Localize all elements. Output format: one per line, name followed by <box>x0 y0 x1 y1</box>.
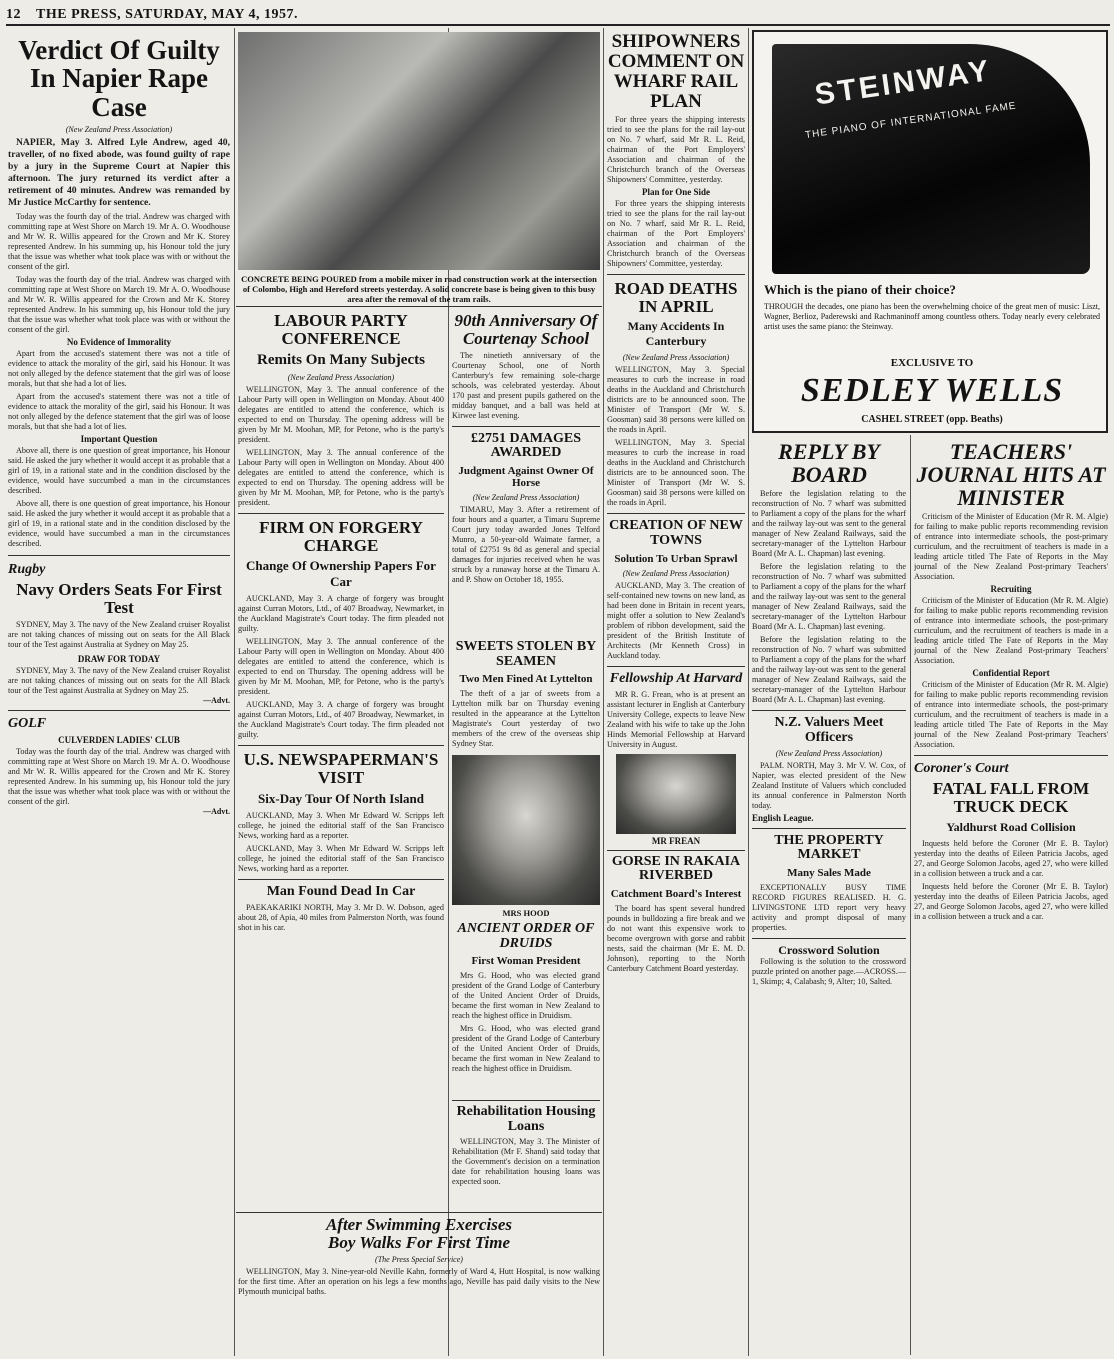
headline-road-deaths: ROAD DEATHS IN APRIL <box>614 278 738 316</box>
article-body: Mrs G. Hood, who was elected grand president of the Grand Lodge of Canterbury of the United Ancient Order of Druids, became the first woman in New Zealand to reach the highest office in Druidism. <box>452 971 600 1021</box>
article-body: Today was the fourth day of the trial. Andrew was charged with committing rape at West Shore on March 19. Mr A. O. Woodhouse and Mr W. R. Willis appeared for the Crown and Mr K. Storey represented Andrew. In his summing up, his Honour told the jury that the issue was whether what took place was with or without the consent of the girl. <box>8 746 230 806</box>
headline-crossword: Crossword Solution <box>778 942 880 957</box>
deck-labour: Remits On Many Subjects <box>257 351 425 368</box>
deck-damages: Judgment Against Owner Of Horse <box>458 465 594 490</box>
section-divider <box>607 850 745 851</box>
subhead: Confidential Report <box>972 668 1050 679</box>
article-body-continued: Criticism of the Minister of Education (Mr R. M. Algie) for failing to make public reports recommending revision of entrance into intermediate schools, the post-primary curriculum, and the recruitment of teachers is made in a leading article titled The Fate of Reports in the May journal of the New Zealand Post-primary Teachers' Association. <box>914 680 1108 750</box>
photo-mr-frean <box>616 754 736 834</box>
section-divider <box>914 755 1108 756</box>
deck-forgery: Change Of Ownership Papers For Car <box>246 558 436 590</box>
column-rule <box>910 435 911 1355</box>
headline-new-towns: CREATION OF NEW TOWNS <box>609 518 743 549</box>
article-body-continued: Before the legislation relating to the reconstruction of No. 7 wharf was submitted to Parliament a copy of the plans for the wharf and the railway lay-out was sent to the general manager of New Zealand Railways, said the secretary-manager of the Lyttelton Harbour Board (Mr A. L. Chapman) last evening. <box>752 562 906 632</box>
column-2 <box>238 312 444 1356</box>
article-body: Today was the fourth day of the trial. Andrew was charged with committing rape at West Shore on March 19. Mr A. O. Woodhouse and Mr W. R. Willis appeared for the Crown and Mr K. Storey represented Andrew. In his summing up, his Honour told the jury that the issue was whether what took place was with or without the consent of the girl. <box>8 211 230 271</box>
byline-credit: (The Press Special Service) <box>375 1254 463 1264</box>
headline-gorse: GORSE IN RAKAIA RIVERBED <box>611 853 741 884</box>
section-divider <box>238 879 444 880</box>
column-5b <box>914 440 1108 1355</box>
article-body: WELLINGTON, May 3. The annual conference of the Labour Party will open in Wellington on Monday. About 400 delegates are entitled to attend the conference, which is expected to end on Thursday. The opening address will be given by Mr M. Moohan, MP, for Petone, who is the party's president. <box>238 384 444 444</box>
swimming-article <box>238 1216 600 1356</box>
article-body: Before the legislation relating to the reconstruction of No. 7 wharf was submitted to Parliament a copy of the plans for the wharf and the railway lay-out was sent to the general manager of New Zealand Railways, said the secretary-manager of the Lyttelton Harbour Board (Mr A. L. Chapman) last evening. <box>752 489 906 559</box>
section-divider <box>752 828 906 829</box>
deck-sweets: Two Men Fined At Lyttelton <box>459 673 593 686</box>
section-divider <box>607 666 745 667</box>
deck-gorse: Catchment Board's Interest <box>610 887 742 900</box>
article-body: The ninetieth anniversary of the Courtenay School, one of North Canterbury's few remaining sole-charge schools, was celebrated yesterday. About 170 past and present pupils gathered on the midday banquet, and a ball was held at Kirwee last evening. <box>452 350 600 420</box>
article-body-continued: Criticism of the Minister of Education (Mr R. M. Algie) for failing to make public reports recommending revision of entrance into intermediate schools, the post-primary curriculum, and the recruitment of teachers is made in a leading article titled The Fate of Reports in the May journal of the New Zealand Post-primary Teachers' Association. <box>914 596 1108 666</box>
article-body-continued: WELLINGTON, May 3. Special measures to curb the increase in road deaths in the Auckland and Christchurch districts are to be announced soon. The Minister of Transport (Mr W. S. Goosman) said 38 persons were killed on the roads in April. <box>607 438 745 508</box>
section-divider <box>452 426 600 427</box>
deck-truck: Yaldhurst Road Collision <box>946 819 1076 834</box>
article-body-continued: Inquests held before the Coroner (Mr E. B. Taylor) yesterday into the deaths of Eileen Patricia Jacobs, aged 27, and George Solomon Jacobs, aged 27, who were killed in a collision between a truck and a car. <box>914 881 1108 921</box>
section-divider <box>607 274 745 275</box>
section-golf: GOLF <box>8 715 47 731</box>
article-body: SYDNEY, May 3. The navy of the New Zealand cruiser Royalist are not taking chances of missing out on seats for the All Black tour of the Test against Australia at Sydney on May 25. <box>8 665 230 695</box>
deck-swimming: Boy Walks For First Time <box>328 1232 510 1252</box>
advt-marker: —Advt. <box>203 806 230 816</box>
byline-credit: (New Zealand Press Association) <box>622 353 730 363</box>
section-divider <box>752 938 906 939</box>
section-divider <box>238 513 444 514</box>
steinway-advertisement <box>752 30 1108 433</box>
headline-sweets: SWEETS STOLEN BY SEAMEN <box>455 640 597 669</box>
lead-paragraph: NAPIER, May 3. Alfred Lyle Andrew, aged 40, traveller, of no fixed abode, was found guilty of rape by a jury in the Supreme Court at Napier this afternoon. The jury returned its verdict after a retirement of 40 minutes. Andrew was remanded by Mr Justice McCarthy for sentence. <box>8 137 230 208</box>
steinway-brand: STEINWAY <box>812 54 994 112</box>
column-4 <box>607 28 745 1356</box>
section-divider <box>607 513 745 514</box>
article-body: Above all, there is one question of great importance, his Honour said. He asked the jury whether it would accept it as probable that a girl of 19, in a rational state and in the condition disclosed by the evidence, would have succumbed a man in the circumstances described. <box>8 445 230 495</box>
article-body-continued: WELLINGTON, May 3. The annual conference of the Labour Party will open in Wellington on Monday. About 400 delegates are entitled to attend the conference, which is expected to end on Thursday. The opening address will be given by Mr M. Moohan, MP, for Petone, who is the party's president. <box>238 447 444 507</box>
article-body: Inquests held before the Coroner (Mr E. B. Taylor) yesterday into the deaths of Eileen Patricia Jacobs, aged 27, and George Solomon Jacobs, aged 27, who were killed in a collision between a truck and a car. <box>914 838 1108 878</box>
article-body: Following is the solution to the crossword puzzle printed on another page.—ACROSS.—1, Skimp; 4, Calabash; 9, Alter; 10, Salted. <box>752 956 906 986</box>
article-body-continued: Today was the fourth day of the trial. Andrew was charged with committing rape at West Shore on March 19. Mr A. O. Woodhouse and Mr W. R. Willis appeared for the Crown and Mr K. Storey represented Andrew. In his summing up, his Honour told the jury that the issue was whether what took place was with or without the consent of the girl. <box>8 274 230 334</box>
headline-rehab: Rehabilitation Housing Loans <box>456 1104 596 1134</box>
deck-druids: First Woman President <box>471 955 581 968</box>
headline-property: THE PROPERTY MARKET <box>774 832 884 863</box>
subhead: CULVERDEN LADIES' CLUB <box>58 734 180 745</box>
masthead-title: THE PRESS, SATURDAY, MAY 4, 1957. <box>36 7 298 22</box>
article-body-continued: Mrs G. Hood, who was elected grand president of the Grand Lodge of Canterbury of the United Ancient Order of Druids, became the first woman in New Zealand to reach the highest office in Druidism. <box>452 1024 600 1074</box>
headline-us-newspaperman: U.S. NEWSPAPERMAN'S VISIT <box>243 750 439 788</box>
deck-property: Many Sales Made <box>787 866 871 879</box>
article-body-continued: Before the legislation relating to the reconstruction of No. 7 wharf was submitted to Parliament a copy of the plans for the wharf and the railway lay-out was sent to the general manager of New Zealand Railways, said the secretary-manager of the Lyttelton Harbour Board (Mr A. L. Chapman) last evening. <box>752 635 906 705</box>
headline-labour: LABOUR PARTY CONFERENCE <box>274 312 408 348</box>
column-rule <box>748 28 749 1356</box>
subhead: No Evidence of Immorality <box>66 336 172 347</box>
deck-us-newspaperman: Six-Day Tour Of North Island <box>258 791 424 807</box>
byline-credit: (New Zealand Press Association) <box>65 125 173 135</box>
headline-druids: ANCIENT ORDER OF DRUIDS <box>457 922 595 951</box>
article-body: PALM. NORTH, May 3. Mr V. W. Cox, of Napier, was elected president of the New Zealand Institute of Valuers which concluded its annual conference in Palmerston North today. <box>752 760 906 810</box>
section-divider <box>8 710 230 711</box>
article-body-continued: AUCKLAND, May 3. When Mr Edward W. Scripps left college, he joined the editorial staff of the San Francisco News, working hard as a reporter. <box>238 844 444 874</box>
deck-new-towns: Solution To Urban Sprawl <box>614 552 738 565</box>
column-rule <box>603 28 604 1356</box>
headline-man-found-dead: Man Found Dead In Car <box>266 884 416 900</box>
subhead: Important Question <box>80 433 158 444</box>
article-body: MR R. G. Frean, who is at present an assistant lecturer in English at Canterbury University College, expects to leave New Zealand with his wife to take up the John Hinds Memorial Fellowship at Harvard University in August. <box>607 689 745 749</box>
article-body-continued: WELLINGTON, May 3. The annual conference of the Labour Party will open in Wellington on Monday. About 400 delegates are entitled to attend the conference, which is expected to end on Thursday. The opening address will be given by Mr M. Moohan, MP, for Petone, who is the party's president. <box>238 637 444 697</box>
article-body: WELLINGTON, May 3. Special measures to curb the increase in road deaths in the Auckland and Christchurch districts are to be announced soon. The Minister of Transport (Mr W. S. Goosman) said 38 persons were killed on the roads in April. <box>607 365 745 435</box>
headline-forgery: FIRM ON FORGERY CHARGE <box>259 517 423 555</box>
byline-credit: (New Zealand Press Association) <box>622 568 730 578</box>
rehab-article <box>452 1100 600 1210</box>
headline-teachers: TEACHERS' JOURNAL HITS AT MINISTER <box>916 440 1106 511</box>
steinway-slogan: THE PIANO OF INTERNATIONAL FAME <box>804 100 1018 142</box>
dealer-name: SEDLEY WELLS <box>800 372 1064 409</box>
headline-napier: Verdict Of Guilty In Napier Rape Case <box>18 35 220 122</box>
article-body-continued: AUCKLAND, May 3. A charge of forgery was brought against Curran Motors, Ltd., of 407 Broadway, Newmarket, in the Auckland Magistrate's Court today. The firm pleaded not guilty. <box>238 700 444 740</box>
headline-fellowship: Fellowship At Harvard <box>609 670 743 686</box>
subhead: DRAW FOR TODAY <box>77 653 161 664</box>
article-body: Criticism of the Minister of Education (Mr R. M. Algie) for failing to make public reports recommending revision of entrance into intermediate schools, the post-primary curriculum, and the recruitment of teachers is made in a leading article titled The Fate of Reports in the May journal of the New Zealand Post-primary Teachers' Association. <box>914 512 1108 582</box>
headline-truck: FATAL FALL FROM TRUCK DECK <box>932 779 1090 817</box>
article-body: PAEKAKARIKI NORTH, May 3. Mr D. W. Dobson, aged about 28, of Apia, 40 miles from Palmerston North, was found shot in his car. <box>238 902 444 932</box>
article-body-continued: Apart from the accused's statement there was not a title of evidence to attack the morality of the girl, said his Honour. It was not only alleged by the defence statement that the girl was of loose morals, but that she had a lot of lies. <box>8 391 230 431</box>
article-body: EXCEPTIONALLY BUSY TIME RECORD FIGURES REALISED. H. G. LIVINGSTONE LTD report very heavy activity and prompt disposal of many properties. <box>752 882 906 932</box>
byline-credit: (New Zealand Press Association) <box>472 493 580 503</box>
headline-swimming: After Swimming Exercises <box>325 1216 513 1234</box>
section-divider <box>452 1100 600 1101</box>
photo-concrete-pouring <box>238 32 600 270</box>
page-number: 12 <box>6 7 21 22</box>
article-body: AUCKLAND, May 3. The creation of self-contained new towns on new land, as had been done in Britain in recent years, might offer a solution to New Zealand's problem of ribbon development, said the president of the British Institute of Architects (Mr Kenneth Cross) in Auckland today. <box>607 580 745 660</box>
subhead: Recruiting <box>990 584 1032 595</box>
column-1 <box>8 28 230 1356</box>
photo-caption: CONCRETE BEING POURED from a mobile mixer in road construction work at the intersection of Colombo, High and Hereford streets yesterday. A solid concrete base is being given to this busy area after the removal of the tram rails. <box>241 274 597 305</box>
article-body: SYDNEY, May 3. The navy of the New Zealand cruiser Royalist are not taking chances of missing out on seats for the All Black tour of the Test against Australia at Sydney on May 25. <box>8 619 230 649</box>
photo-caption: MRS HOOD <box>502 908 550 918</box>
article-body: Apart from the accused's statement there was not a title of evidence to attack the morality of the girl, said his Honour. It was not only alleged by the defence statement that the girl was of loose morals, but that she had a lot of lies. <box>8 348 230 388</box>
article-body: The theft of a jar of sweets from a Lyttelton milk bar on Thursday evening resulted in the appearance at the Lyttelton Magistrate's Court yesterday of two members of the crew of the overseas ship Sydney Star. <box>452 689 600 749</box>
article-body-continued: For three years the shipping interests tried to see the plans for the rail lay-out on No. 7 wharf, said Mr R. L. Reid, chairman of the Port Employers' Association and chairman of the Christchurch branch of the Overseas Shipowners' Committee, yesterday. <box>607 198 745 268</box>
article-body: WELLINGTON, May 3. Nine-year-old Neville Kahn, formerly of Ward 4, Hutt Hospital, is now walking for the first time. After an operation on his legs a few months ago, Neville has paid daily visits to the New Plymouth municipal baths. <box>238 1266 600 1296</box>
photo-caption: MR FREAN <box>651 835 701 846</box>
headline-courtenay: 90th Anniversary Of Courtenay School <box>454 312 598 348</box>
article-body: WELLINGTON, May 3. The Minister of Rehabilitation (Mr F. Shand) said today that the Government's decision on a termination date for rehabilitation housing loans was expected soon. <box>452 1137 600 1187</box>
headline-valuers: N.Z. Valuers Meet Officers <box>774 715 884 745</box>
piano-body: THROUGH the decades, one piano has been the overwhelming choice of the great men of music: Liszt, Wagner, Berlioz, Paderewski and Rachmaninoff among countless others. Today nearly every celebrated artist uses the same piano: the Steinway. <box>764 302 1100 331</box>
dealer-address: CASHEL STREET (opp. Beaths) <box>861 414 1003 425</box>
section-divider <box>236 306 602 307</box>
masthead <box>6 4 1110 26</box>
section-divider <box>8 555 230 556</box>
headline-navy: Navy Orders Seats For First Test <box>16 579 222 617</box>
sweets-article <box>452 640 600 750</box>
druids-article <box>452 922 600 1100</box>
section-divider <box>236 1212 602 1213</box>
exclusive-label: EXCLUSIVE TO <box>890 357 974 369</box>
headline-shipowners: SHIPOWNERS COMMENT ON WHARF RAIL PLAN <box>607 31 745 112</box>
subhead: Plan for One Side <box>641 186 711 197</box>
column-rule <box>234 28 235 1356</box>
article-body: The board has spent several hundred pounds in bulldozing a fire break and we do not want this expensive work to become overgrown with gorse and rabbit nests, said the chairman (Mr E. M. D. Johnson), reporting to the North Canterbury Catchment Board yesterday. <box>607 903 745 973</box>
photo-mrs-hood <box>452 755 600 905</box>
subhead: English League. <box>752 812 814 823</box>
byline-credit: (New Zealand Press Association) <box>775 748 883 758</box>
advt-marker: —Advt. <box>203 695 230 705</box>
article-body: AUCKLAND, May 3. When Mr Edward W. Scripps left college, he joined the editorial staff of the San Francisco News, working hard as a reporter. <box>238 811 444 841</box>
deck-road-deaths: Many Accidents In Canterbury <box>627 319 725 349</box>
column-5a <box>752 440 906 1355</box>
article-body: TIMARU, May 3. After a retirement of four hours and a quarter, a Timaru Supreme Court jury today awarded Jones Telford Munro, a 50-year-old Waimate farmer, a total of £2751 9s 8d as general and special damages for injuries received when he was struck by a runaway horse at the Timaru A. and P. Show on October 18, 1955. <box>452 505 600 585</box>
article-body: AUCKLAND, May 3. A charge of forgery was brought against Curran Motors, Ltd., of 407 Broadway, Newmarket, in the Auckland Magistrate's Court today. The firm pleaded not guilty. <box>238 594 444 634</box>
headline-reply-board: REPLY BY BOARD <box>778 440 880 488</box>
article-body-continued: Above all, there is one question of great importance, his Honour said. He asked the jury whether it would accept it as probable that a girl of 19, in a rational state and in the condition disclosed by the evidence, would have succumbed a man in the circumstances described. <box>8 498 230 548</box>
headline-damages: £2751 DAMAGES AWARDED <box>470 430 582 461</box>
byline-credit: (New Zealand Press Association) <box>287 372 395 382</box>
article-body: For three years the shipping interests tried to see the plans for the rail lay-out on No. 7 wharf, said Mr R. L. Reid, chairman of the Port Employers' Association and chairman of the Christchurch branch of the Overseas Shipowners' Committee, yesterday. <box>607 114 745 184</box>
section-divider <box>752 710 906 711</box>
piano-question: Which is the piano of their choice? <box>764 282 956 297</box>
section-coroner: Coroner's Court <box>914 761 1009 777</box>
section-divider <box>238 745 444 746</box>
section-rugby: Rugby <box>8 561 46 577</box>
